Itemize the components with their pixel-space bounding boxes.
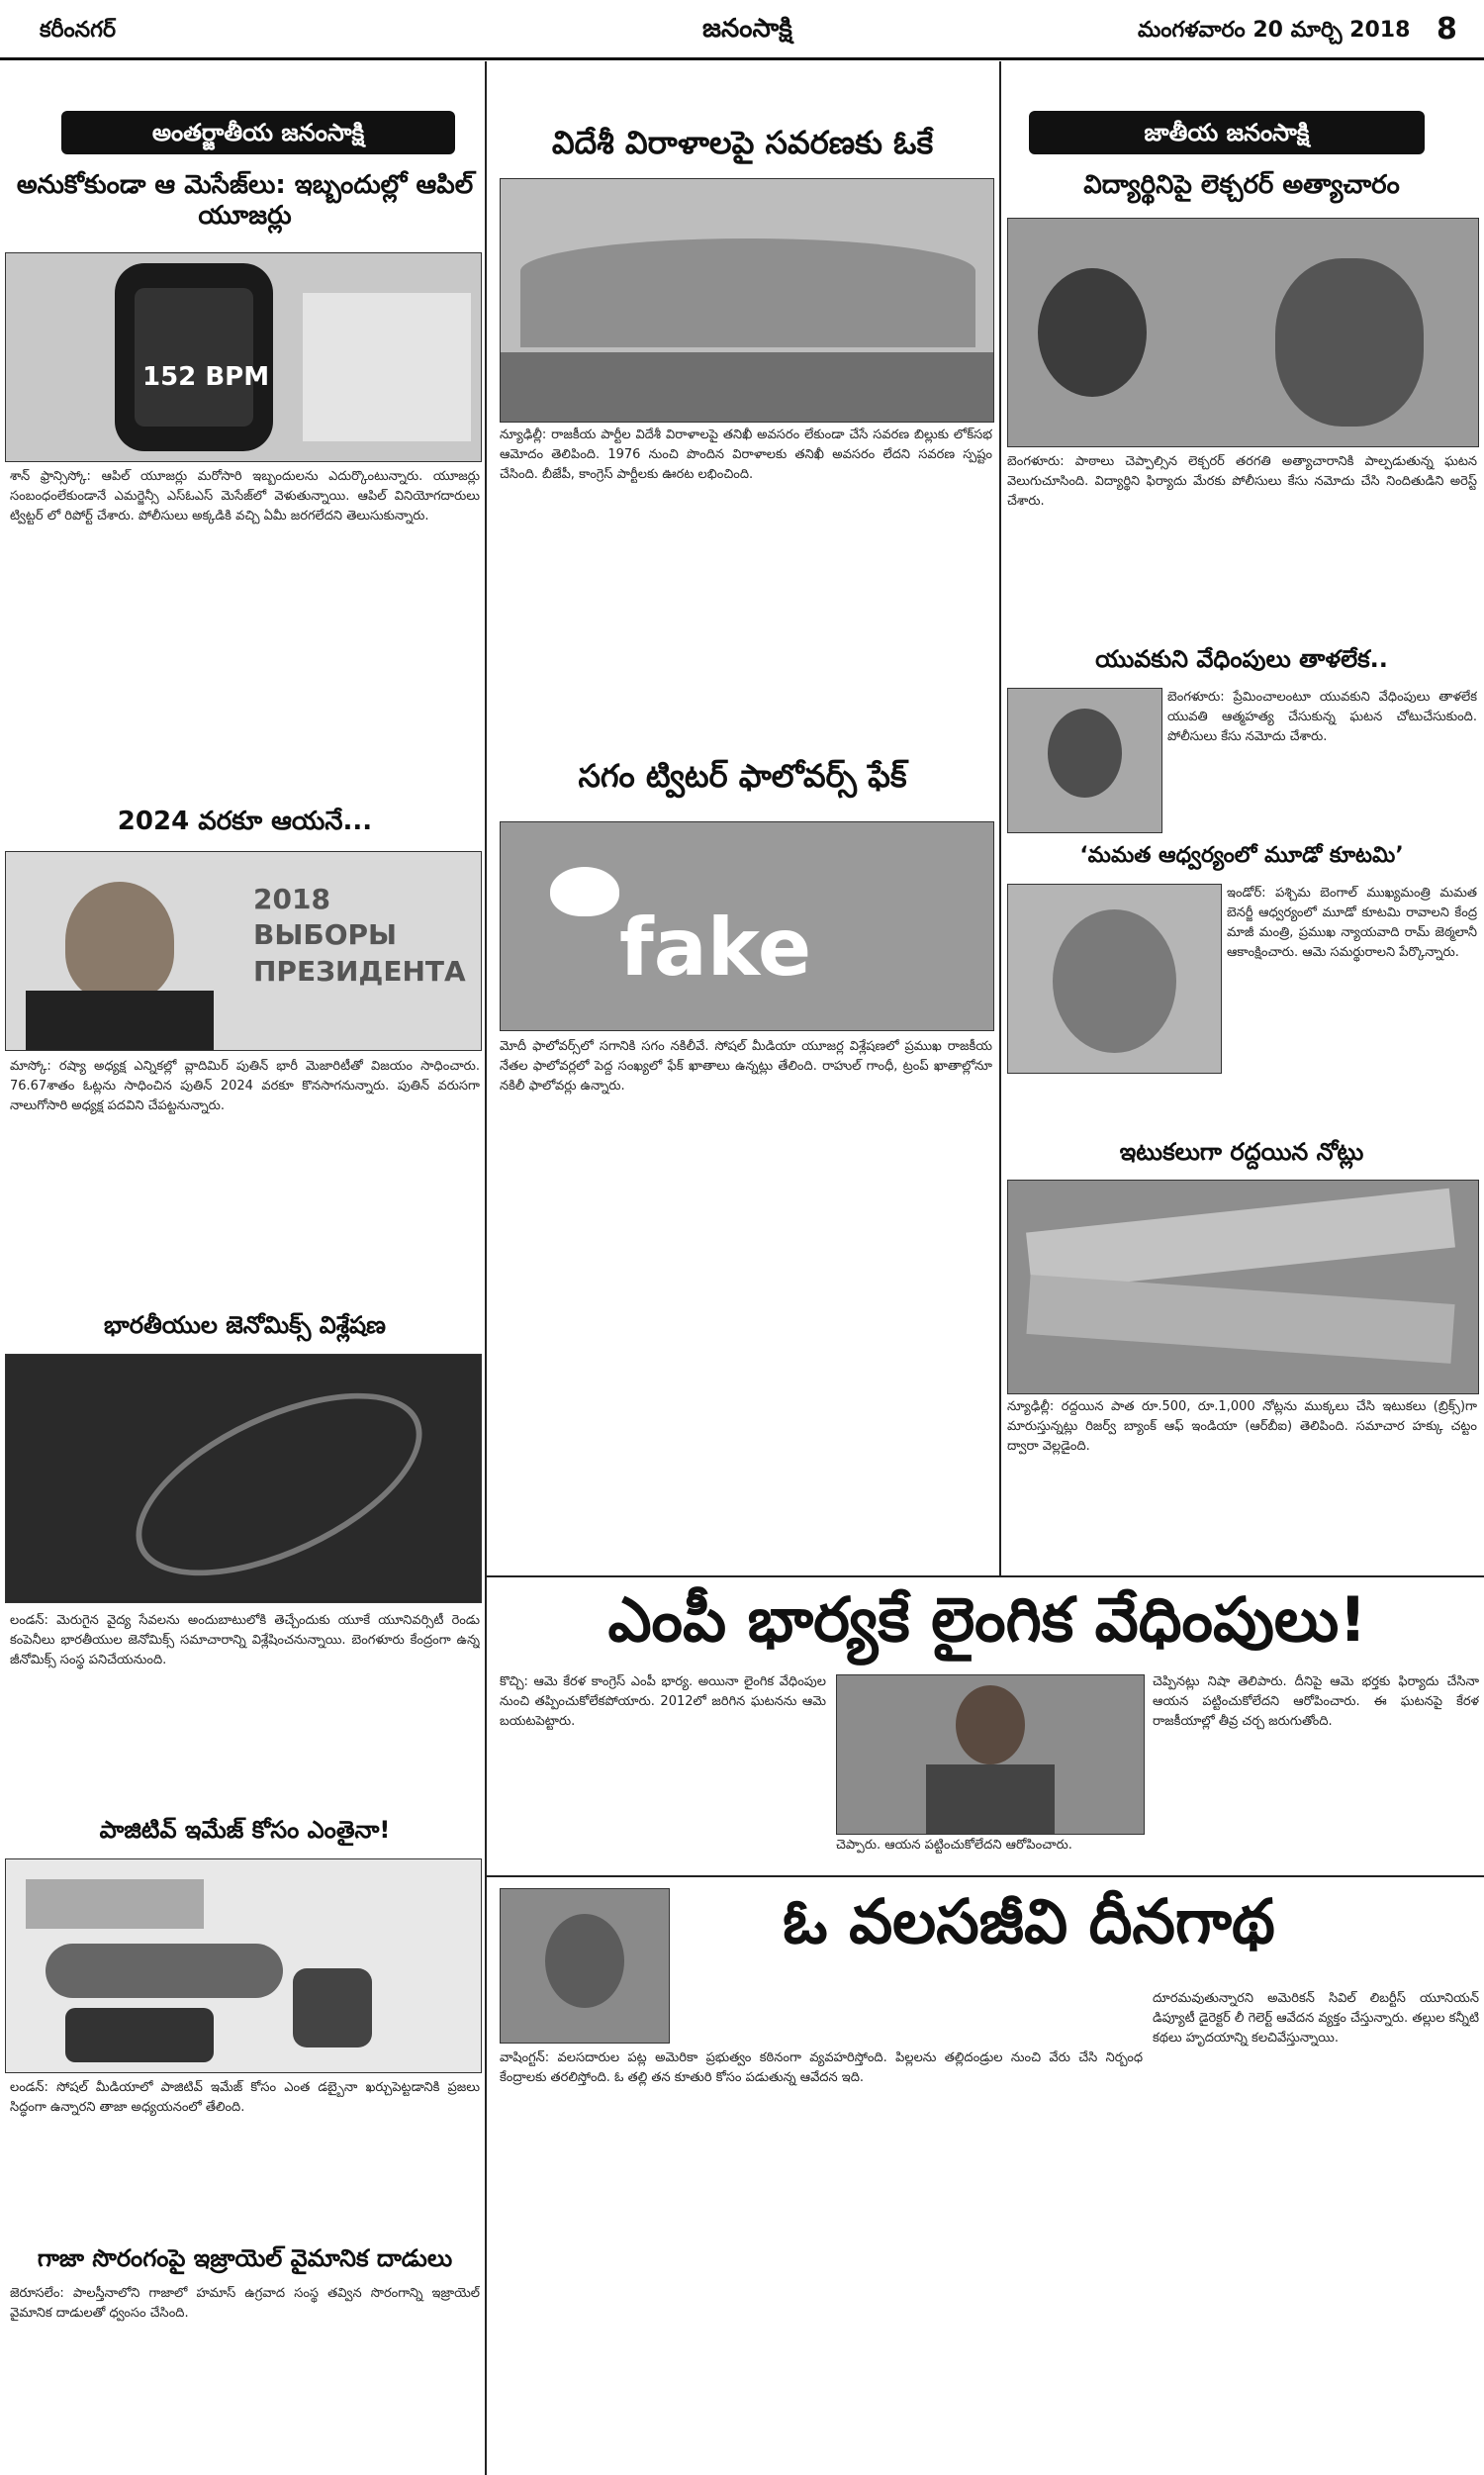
mp-story-rule [487,1575,1484,1577]
genome-headline: భారతీయుల జెనోమిక్స్ విశ్లేషణ [104,1311,386,1339]
migrant-headline: ఓ వలసజీవి దీనగాథ [783,1885,1275,1957]
gaza-article-body: జెరూసలేం: పాలస్తీనాలోని గాజాలో హమాస్ ఉగ్రవాద సంస్థ తవ్విన సొరంగాన్ని ఇజ్రాయెల్ వైమానిక దాడులతో ధ్వంసం చేసింది. [10,2286,480,2321]
mp-wife-photo [836,1674,1145,1835]
migrant-article-body: వాషింగ్టన్: వలసదారుల పట్ల అమెరికా ప్రభుత్వం కఠినంగా వ్యవహరిస్తోంది. పిల్లలను తల్లిదండ్రుల నుంచి వేరు చేసి నిర్బంధ కేంద్రాలకు తరలిస్తోంది. ఓ తల్లి తన కూతురి కోసం పడుతున్న ఆవేదన ఇది. [500,2050,1143,2085]
linkedin-icon [26,1879,204,1929]
person-suit [26,991,214,1050]
parliament-headline: విదేశీ విరాళాలపై సవరణకు ఓకే [551,124,934,161]
mamata-article-body: ఇండోర్: పశ్చిమ బెంగాల్ ముఖ్యమంత్రి మమత బెనర్జీ ఆధ్వర్యంలో మూడో కూటమి రావాలని కేంద్ర మాజీ మంత్రి, ప్రముఖ న్యాయవాది రామ్ జెఠ్మలానీ ఆకాంక్షించారు. ఆమె సమర్థురాలని పేర్కొన్నారు. [1227,886,1477,960]
page-number: 8 [1437,12,1457,47]
lecturer-article-body: బెంగళూరు: పాఠాలు చెప్పాల్సిన లెక్చరర్ తరగతి అత్యాచారానికి పాల్పడుతున్న ఘటన వెలుగుచూసింది. విద్యార్థిని ఫిర్యాదు మేరకు పోలీసులు కేసు నమోదు చేసి నిందితుడిని అరెస్ట్ చేశారు. [1007,454,1477,509]
parliament-article-body: న్యూఢిల్లీ: రాజకీయ పార్టీల విదేశీ విరాళాలపై తనిఖీ అవసరం లేకుండా చేసే సవరణ బిల్లుకు లోక్‌సభ ఆమోదం తెలిపింది. 1976 నుంచి పొందిన విరాళాలకు తనిఖీ అవసరం లేదని సవరణ స్పష్టం చేసింది. బీజేపీ, కాంగ్రెస్ పార్టీలకు ఊరట లభించింది. [500,428,992,482]
watch-screen [135,288,253,427]
currency-notes-photo [1007,1180,1479,1394]
masthead: జనంసాక్షి [702,14,792,44]
parliament-foreground [501,352,993,422]
migrant-article-body-continued: దూరమవుతున్నారని అమెరికన్ సివిల్ లిబర్టీస్ యూనియన్ డిప్యూటీ డైరెక్టర్ లీ గెలెర్ట్ ఆవేదన వ్యక్తం చేస్తున్నారు. తల్లుల కన్నీటి కథలు హృదయాన్ని కలచివేస్తున్నాయి. [1153,1991,1479,2046]
foursquare-icon [46,1944,283,1998]
social-article-body: లండన్: సోషల్ మీడియాలో పాజిటివ్ ఇమేజ్ కోసం ఎంత డబ్బైనా ఖర్చుపెట్టడానికి ప్రజలు సిద్ధంగా ఉన్నారని తాజా అధ్యయనంలో తేలింది. [10,2080,480,2115]
distressed-girl-icon [1275,258,1424,427]
man-face-icon [1038,268,1147,397]
youtube-icon [65,2008,214,2062]
twitter-article-body: మోదీ ఫాలోవర్స్‌లో సగానికి సగం నకిలీవే. సోషల్ మీడియా యూజర్ల విశ్లేషణలో ప్రముఖ రాజకీయ నేతల ఫాలోవర్లలో పెద్ద సంఖ్యలో ఫేక్ ఖాతాలు ఉన్నట్లు తేలింది. రాహుల్ గాంధీ, ట్రంప్ ఖాతాల్లోనూ నకిలీ ఫాలోవర్లు ఉన్నారు. [500,1039,992,1094]
apple-watch-photo [5,252,482,462]
twitter-headline: సగం ట్విటర్ ఫాలోవర్స్ ఫేక్ [578,757,907,795]
header-rule [0,57,1484,60]
mamata-headline: ‘మమత ఆధ్వర్యంలో మూడో కూటమి’ [1079,843,1404,868]
column-divider-bottom [485,1575,487,2475]
woman-face-icon [956,1685,1025,1764]
edition-city: కరీంనగర్ [40,18,117,43]
putin-photo [5,851,482,1051]
mp-article-body: కొచ్చి: ఆమె కేరళ కాంగ్రెస్ ఎంపీ భార్య. అయినా లైంగిక వేధింపుల నుంచి తప్పించుకోలేకపోయారు. 2012లో జరిగిన ఘటనను ఆమె బయటపెట్టారు. [500,1674,826,1729]
fake-twitter-photo [500,821,994,1031]
instagram-icon [293,1968,372,2047]
woman-body [926,1764,1055,1834]
putin-headline: 2024 వరకూ ఆయనే... [117,807,373,836]
twitter-bird-icon [550,867,619,916]
crying-woman-icon [545,1914,624,2008]
national-section-banner: జాతీయ జనంసాక్షి [1029,111,1425,154]
mp-article-body-continued: చెప్పినట్లు నిషా తెలిపారు. దీనిపై ఆమె భర్తకు ఫిర్యాదు చేసినా ఆయన పట్టించుకోలేదని ఆరోపించారు. ఈ ఘటనపై కేరళ రాజకీయాల్లో తీవ్ర చర్చ జరుగుతోంది. [1153,1674,1479,1729]
apple-headline: అనుకోకుండా ఆ మెసేజ్‌లు: ఇబ్బందుల్లో ఆపిల్ యూజర్లు [16,170,474,232]
mp-headline: ఎంపీ భార్యకే లైంగిక వేధింపులు! [607,1583,1367,1656]
lecturer-headline: విద్యార్థినిపై లెక్చరర్ అత్యాచారం [1083,170,1400,200]
watch-bpm-text: 152 BPM [142,362,270,392]
dna-photo [5,1354,482,1603]
international-section-banner: అంతర్జాతీయ జనంసాక్షి [61,111,455,154]
notes-headline: ఇటుకలుగా రద్దయిన నోట్లు [1119,1138,1364,1166]
dna-helix-icon [110,1356,449,1603]
wrist-background [303,293,471,441]
fake-word: fake [619,902,812,994]
putin-article-body: మాస్కో: రష్యా అధ్యక్ష ఎన్నికల్లో వ్లాదిమిర్ పుతిన్ భారీ మెజారిటీతో విజయం సాధించారు. 76.67శాతం ఓట్లను సాధించిన పుతిన్ 2024 వరకూ కొనసాగనున్నారు. పుతిన్ వరుసగా నాలుగోసారి అధ్యక్ష పదవిని చేపట్టనున్నారు. [10,1059,480,1113]
parliament-photo [500,178,994,423]
migrant-woman-photo [500,1888,670,2044]
young-woman-photo [1007,688,1162,833]
edition-date: మంగళవారం 20 మార్చి 2018 [1138,18,1411,43]
harassment-headline: యువకుని వేధింపులు తాళలేక.. [1095,645,1388,673]
harassment-article-body: బెంగళూరు: ప్రేమించాలంటూ యువకుని వేధింపులు తాళలేక యువతి ఆత్మహత్య చేసుకున్న ఘటన చోటుచేసుకుంది. పోలీసులు కేసు నమోదు చేశారు. [1167,690,1477,744]
social-headline: పాజిటివ్ ఇమేజ్ కోసం ఎంతైనా! [99,1816,391,1844]
genome-article-body: లండన్: మెరుగైన వైద్య సేవలను అందుబాటులోకి తెచ్చేందుకు యూకే యూనివర్సిటీ రెండు కంపెనీలు భారతీయుల జెనోమిక్స్ సమాచారాన్ని విశ్లేషించనున్నాయి. బెంగళూరు కేంద్రంగా ఉన్న జీనోమిక్స్ సంస్థ పనిచేయనుంది. [10,1613,480,1667]
migrant-story-rule [487,1875,1484,1877]
banknote-icon [1026,1189,1455,1292]
social-media-logos-photo [5,1858,482,2073]
mp-photo-caption: చెప్పారు. ఆయన పట్టించుకోలేదని ఆరోపించారు. [836,1838,1072,1853]
putin-backdrop-text: 2018 ВЫБОРЫ ПРЕЗИДЕНТА [253,883,466,988]
gaza-headline: గాజా సొరంగంపై ఇజ్రాయెల్ వైమానిక దాడులు [37,2244,453,2272]
apple-article-body: శాన్ ఫ్రాన్సిస్కో: ఆపిల్ యూజర్లు మరోసారి ఇబ్బందులను ఎదుర్కొంటున్నారు. యూజర్లు సంబంధంలేకుండానే ఎమర్జెన్సీ ఎస్ఓఎస్ మెసేజ్‌లో వెళుతున్నాయి. ఆపిల్ వినియోగదారులు ట్విట్టర్ లో రిపోర్ట్ చేశారు. పోలీసులు అక్కడికి వచ్చి ఏమీ జరగలేదని తెలుసుకున్నారు. [10,469,480,524]
lecturer-photo [1007,218,1479,447]
column-divider-right [999,61,1001,1575]
person-face-icon [65,882,174,1000]
parliament-building-icon [520,238,975,347]
column-divider-left [485,61,487,1575]
young-woman-face-icon [1048,709,1122,798]
banknote-icon-2 [1026,1275,1454,1364]
old-man-face-icon [1053,909,1176,1053]
notes-article-body: న్యూఢిల్లీ: రద్దయిన పాత రూ.500, రూ.1,000 నోట్లను ముక్కలు చేసి ఇటుకలు (బ్రిక్స్)గా మారుస్తున్నట్లు రిజర్వ్ బ్యాంక్ ఆఫ్ ఇండియా (ఆర్‌బీఐ) తెలిపింది. సమాచార హక్కు చట్టం ద్వారా వెల్లడైంది. [1007,1399,1477,1454]
jethmalani-photo [1007,884,1222,1074]
